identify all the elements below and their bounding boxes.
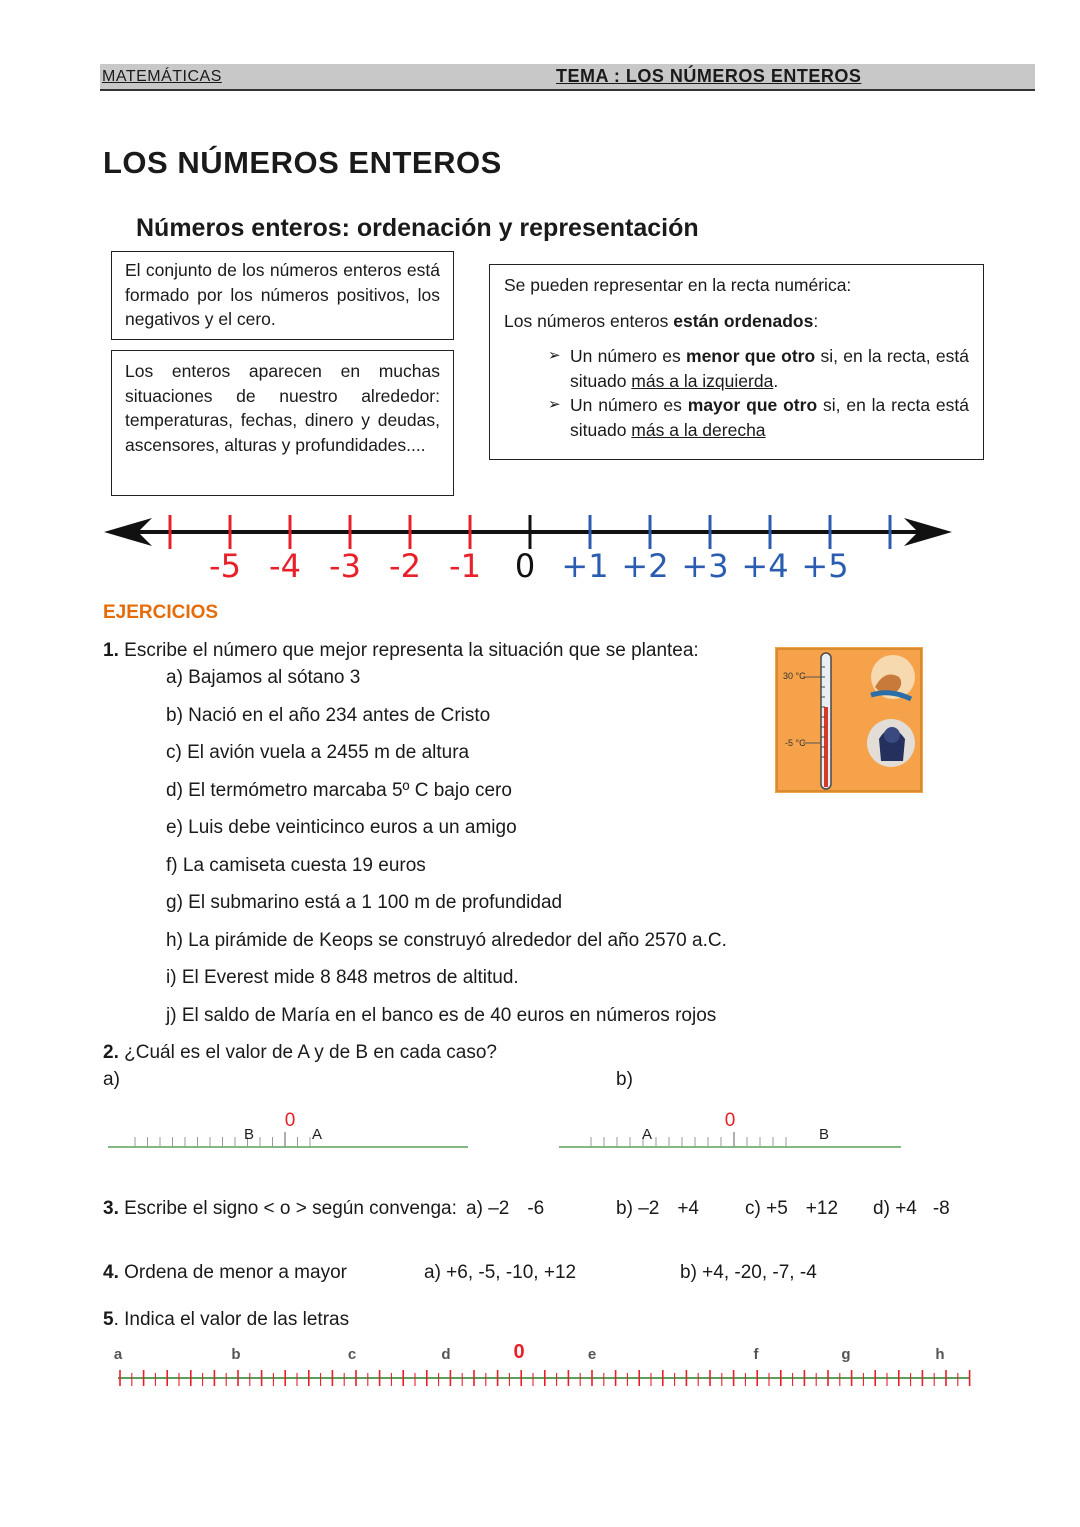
ex3-part-d: d) +4 -8 [873, 1198, 950, 1219]
ex2a-number-line [108, 1104, 470, 1154]
number-line-label: 0 [514, 547, 536, 585]
thermo-top-label: 30 °C [783, 671, 806, 681]
ex5-zero: 0 [513, 1341, 525, 1363]
ex4-part-b: b) +4, -20, -7, -4 [680, 1262, 817, 1283]
thermo-bottom-label: -5 °C [785, 738, 806, 748]
number-line-label: -5 [209, 547, 241, 585]
ex5-letter: h [935, 1346, 945, 1363]
ex1-item: f) La camiseta cuesta 19 euros [166, 854, 426, 876]
ex1-item: e) Luis debe veinticinco euros a un amigo [166, 817, 517, 838]
number-line-label: +4 [741, 547, 789, 585]
section-subtitle: Números enteros: ordenación y representación [136, 214, 699, 242]
ex3-part-a: a) –2 -6 [466, 1198, 545, 1219]
ex1-item: j) El saldo de María en el banco es de 40 euros en números rojos [166, 1004, 717, 1026]
ex5-letter: f [753, 1346, 759, 1363]
number-line-label: -1 [449, 547, 481, 585]
ex3-part-c: c) +5 +12 [745, 1198, 839, 1219]
integer-number-line [100, 508, 960, 588]
exercises-heading: EJERCICIOS [103, 602, 219, 623]
ex5-letter: c [347, 1346, 357, 1363]
situations-box [111, 350, 454, 496]
ex5-letter: d [441, 1346, 451, 1363]
definition-text: El conjunto de los números enteros está formado por los números positivos, los negativos y el cero. [125, 260, 440, 329]
number-line-label: +1 [561, 547, 609, 585]
ex1-item: h) La pirámide de Keops se construyó alrededor del año 2570 a.C. [166, 929, 727, 951]
ordering-box [489, 264, 984, 460]
ex1-item: c) El avión vuela a 2455 m de altura [166, 742, 470, 763]
ex2b-number-line [559, 1104, 903, 1154]
ex2b-label: b) [616, 1069, 633, 1090]
ex1-item: g) El submarino está a 1 100 m de profundidad [166, 892, 563, 913]
header-topic: TEMA : LOS NÚMEROS ENTEROS [556, 66, 862, 86]
ex2a-point-b: B [243, 1126, 255, 1143]
bullet-less-than: ➢ Un número es menor que otro si, en la recta, está situado más a la izquierda. [504, 344, 969, 393]
ex5-prompt: 5. Indica el valor de las letras [103, 1309, 350, 1330]
ex3-part-b: b) –2 +4 [616, 1198, 699, 1219]
ex5-number-line [108, 1336, 974, 1392]
ex4-prompt: 4. Ordena de menor a mayor [103, 1262, 347, 1283]
situations-text: Los enteros aparecen en muchas situaciones de nuestro alrededor: temperaturas, fechas, dinero y deudas, ascensores, alturas y profundidades.... [125, 361, 440, 455]
ex2b-point-b: B [818, 1126, 830, 1143]
thermometer-illustration [775, 647, 923, 793]
ex2a-point-a: A [311, 1126, 323, 1143]
number-line-label: +2 [621, 547, 669, 585]
ex2a-label: a) [103, 1069, 120, 1090]
ex2-prompt: 2. ¿Cuál es el valor de A y de B en cada caso? [103, 1042, 497, 1063]
header-subject: MATEMÁTICAS [102, 68, 222, 85]
ex2b-point-a: A [641, 1126, 653, 1143]
ex1-prompt: 1. Escribe el número que mejor representa la situación que se plantea: [103, 640, 699, 661]
ex5-letter: b [231, 1346, 241, 1363]
definition-box [111, 251, 454, 340]
ex2b-zero: 0 [724, 1110, 736, 1131]
ex2a-zero: 0 [284, 1110, 296, 1131]
number-line-label: -2 [389, 547, 421, 585]
bullet-greater-than: ➢ Un número es mayor que otro si, en la recta está situado más a la derecha [504, 393, 969, 442]
ex4-part-a: a) +6, -5, -10, +12 [424, 1262, 577, 1283]
ordering-line2: Los números enteros están ordenados: [504, 310, 819, 331]
number-line-label: +3 [681, 547, 729, 585]
ex1-item: a) Bajamos al sótano 3 [166, 667, 361, 688]
ex3-prompt: 3. Escribe el signo < o > según convenga: [103, 1198, 457, 1219]
number-line-label: +5 [801, 547, 849, 585]
page-title: LOS NÚMEROS ENTEROS [103, 145, 502, 180]
ex5-letter: a [113, 1346, 123, 1363]
ordering-line1: Se pueden representar en la recta numérica: [504, 275, 852, 295]
ex5-letter: g [841, 1346, 851, 1363]
number-line-label: -3 [329, 547, 361, 585]
number-line-label: -4 [269, 547, 301, 585]
ex1-item: d) El termómetro marcaba 5º C bajo cero [166, 779, 512, 801]
ex1-item: i) El Everest mide 8 848 metros de altitud. [166, 967, 519, 988]
ex5-letter: e [587, 1346, 597, 1363]
ex1-item: b) Nació en el año 234 antes de Cristo [166, 704, 491, 726]
